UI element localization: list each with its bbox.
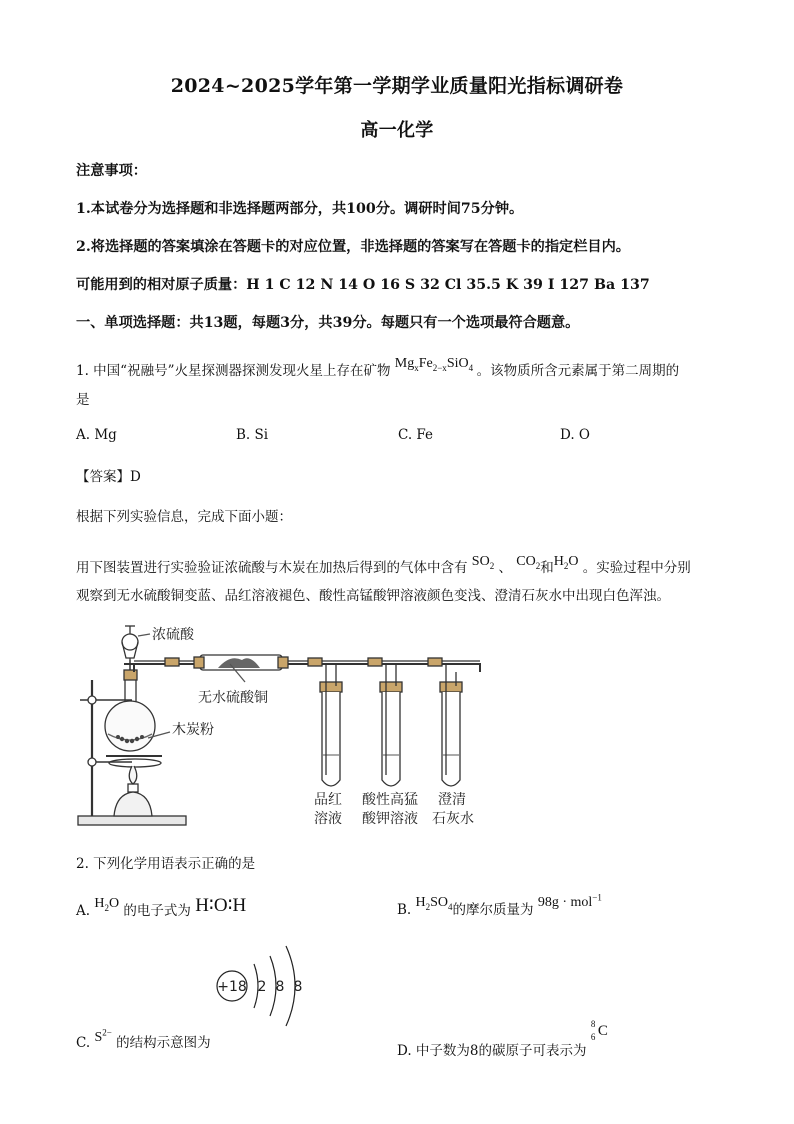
shell-electrons-1: 2 — [257, 979, 267, 995]
shell-electrons-2: 8 — [275, 979, 285, 995]
label-tube1-line2: 溶液 — [314, 811, 342, 827]
label-tube2-line2: 酸钾溶液 — [362, 811, 418, 827]
drying-tube — [194, 655, 288, 670]
q2-option-a: A. $H_2O$ 的电子式为 H∶O∶H — [76, 895, 247, 919]
section-heading: 一、单项选择题：共13题，每题3分，共39分。每题只有一个选项最符合题意。 — [76, 315, 580, 331]
test-tube-2 — [380, 664, 402, 786]
q1-option-c: C. Fe — [398, 427, 434, 443]
round-bottom-flask — [105, 701, 155, 751]
label-tube2-line1: 酸性高猛 — [362, 792, 418, 808]
q1-mineral-formula: $Mg_xFe_{2-x}SiO_4$ — [394, 356, 474, 373]
flask-stopper — [124, 670, 137, 680]
q1-stem — [76, 356, 680, 381]
q2-option-b: B. $H_2SO_4$的摩尔质量为 98g · mol$^{-1}$ — [397, 892, 602, 918]
q1-option-b: B. Si — [236, 427, 269, 443]
page-subtitle: 高一化学 — [360, 120, 434, 141]
nucleus-charge: +18 — [217, 979, 247, 995]
label-charcoal: 木炭粉 — [172, 722, 214, 738]
q2-option-d: D. 中子数为8的碳原子可表示为 8 6 C — [397, 1031, 613, 1059]
experiment-line2: 观察到无水硫酸铜变蓝、品红溶液褪色、酸性高锰酸钾溶液颜色变浅、澄清石灰水中出现白色浑浊。 — [76, 588, 670, 604]
intro-text: 根据下列实验信息，完成下面小题： — [76, 509, 292, 525]
stand-base — [78, 816, 186, 825]
shell-electrons-3: 8 — [293, 979, 303, 995]
q1-option-a: A. Mg — [76, 427, 117, 443]
test-tube-3 — [440, 664, 462, 786]
q2-option-c: C. $S^{2-}$ 的结构示意图为 — [76, 1027, 211, 1051]
label-anhydrous-cuso4: 无水硫酸铜 — [198, 690, 268, 706]
label-conc-sulfuric-acid: 浓硫酸 — [152, 627, 194, 643]
q1-answer: 【答案】D — [76, 469, 141, 485]
sulfide-ion-structure-diagram — [210, 940, 320, 1032]
co2-formula: $CO_2$ — [516, 554, 541, 571]
test-tube-1 — [320, 664, 342, 786]
q2-stem: 2. 下列化学用语表示正确的是 — [76, 856, 256, 872]
q1-text-after: 。该物质所含元素属于第二周期的 — [476, 363, 680, 379]
q1-text-before: 1. 中国“祝融号”火星探测器探测发现火星上存在矿物 — [76, 363, 391, 379]
q1-stem-line2: 是 — [76, 392, 90, 408]
so2-formula: $SO_2$ — [471, 554, 495, 571]
experiment-line1: 用下图装置进行实验验证浓硫酸与木炭在加热后得到的气体中含有 $SO_2$ 、 $CO_2$和$H_2O$ 。实验过程中分别 — [76, 554, 691, 576]
notice-item-1: 1.本试卷分为选择题和非选择题两部分，共100分。调研时间75分钟。 — [76, 201, 524, 217]
q1-option-d: D. O — [560, 427, 590, 443]
water-electron-formula: H∶O∶H — [195, 895, 247, 916]
page-title: 2024~2025学年第一学期学业质量阳光指标调研卷 — [170, 75, 624, 97]
molar-mass-value: 98g · mol$^{-1}$ — [537, 892, 602, 910]
label-tube3-line1: 澄清 — [438, 792, 466, 808]
label-tube3-line2: 石灰水 — [432, 811, 474, 827]
label-tube1-line1: 品红 — [314, 792, 342, 808]
apparatus-diagram — [70, 620, 500, 835]
carbon-nuclide-symbol: 8 6 C — [590, 1019, 608, 1042]
alcohol-lamp — [114, 766, 152, 816]
notice-item-2: 2.将选择题的答案填涂在答题卡的对应位置，非选择题的答案写在答题卡的指定栏目内。 — [76, 239, 630, 255]
notice-heading: 注意事项： — [76, 163, 147, 179]
h2o-formula: $H_2O$ — [553, 554, 579, 571]
atomic-mass-line: 可能用到的相对原子质量：H 1 C 12 N 14 O 16 S 32 Cl 35.5 K 39 I 127 Ba 137 — [76, 277, 650, 293]
